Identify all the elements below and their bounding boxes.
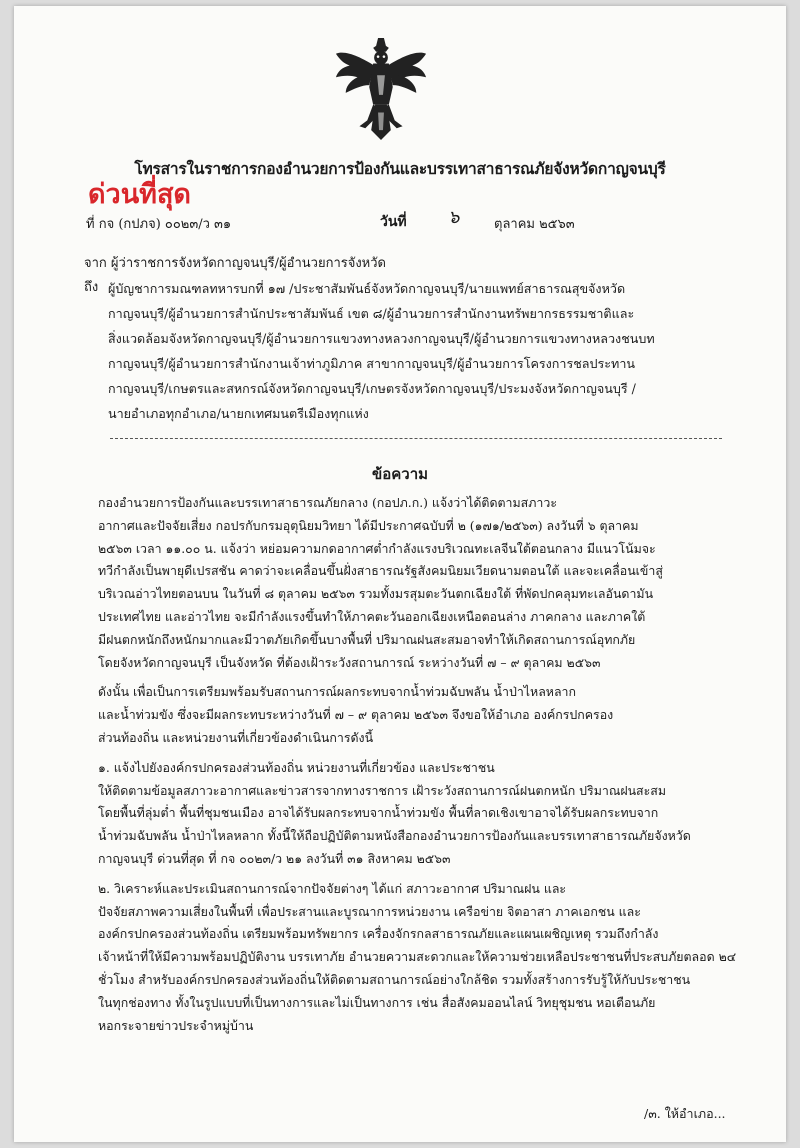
message-line: น้ำท่วมฉับพลัน น้ำป่าไหลหลาก ทั้งนี้ให้ถือปฏิบัติตามหนังสือกองอำนวยการป้องกันและบรรเทาสาธารณภัยจังหวัด <box>98 828 691 844</box>
message-line: ทวีกำลังเป็นพายุดีเปรสชัน คาดว่าจะเคลื่อนขึ้นฝั่งสาธารณรัฐสังคมนิยมเวียดนามตอนใต้ และจะเคลื่อนเข้าสู่ <box>98 563 663 579</box>
reference-number: ที่ กจ (กปภจ) ๐๐๒๓/ว ๓๑ <box>86 217 232 232</box>
message-line: ๑. แจ้งไปยังองค์กรปกครองส่วนท้องถิ่น หน่วยงานที่เกี่ยวข้อง และประชาชน <box>98 759 495 775</box>
message-line: มีฝนตกหนักถึงหนักมากและมีวาตภัยเกิดขึ้นบางพื้นที่ ปริมาณฝนสะสมอาจทำให้เกิดสถานการณ์อุทกภัย <box>98 631 636 647</box>
message-line: หอกระจายข่าวประจำหมู่บ้าน <box>98 1017 254 1033</box>
recipients-block <box>108 276 728 426</box>
message-line: และน้ำท่วมขัง ซึ่งจะมีผลกระทบระหว่างวันที่ ๗ – ๙ ตุลาคม ๒๕๖๓ จึงขอให้อำเภอ องค์กรปกครอง <box>98 707 614 723</box>
message-line: บริเวณอ่าวไทยตอนบน ในวันที่ ๘ ตุลาคม ๒๕๖๓ รวมทั้งมรสุมตะวันตกเฉียงใต้ ที่พัดปกคลุมทะเลอันดามัน <box>98 586 654 602</box>
document-title: โทรสารในราชการกองอำนวยการป้องกันและบรรเทาสาธารณภัยจังหวัดกาญจนบุรี <box>134 159 666 178</box>
recipient-line: สิ่งแวดล้อมจังหวัดกาญจนบุรี/ผู้อำนวยการแขวงทางหลวงกาญจนบุรี/ผู้อำนวยการแขวงทางหลวงชนบท <box>108 331 655 346</box>
recipient-line: นายอำเภอทุกอำเภอ/นายกเทศมนตรีเมืองทุกแห่ง <box>108 406 369 421</box>
message-line: โดยพื้นที่ลุ่มต่ำ พื้นที่ชุมชนเมือง อาจได้รับผลกระทบจากน้ำท่วมขัง พื้นที่ลาดเชิงเขาอาจได้รับผลกระทบจาก <box>98 805 659 821</box>
message-line: เจ้าหน้าที่ให้มีความพร้อมปฏิบัติงาน บรรเทาภัย อำนวยความสะดวกและให้ความช่วยเหลือประชาชนที่ประสบภัยตลอด ๒๔ <box>98 949 737 965</box>
from-line: จาก ผู้ว่าราชการจังหวัดกาญจนบุรี/ผู้อำนวยการจังหวัด <box>84 256 386 271</box>
date-label: วันที่ <box>380 214 407 230</box>
message-line: ส่วนท้องถิ่น และหน่วยงานที่เกี่ยวข้องดำเนินการดังนี้ <box>98 729 374 745</box>
paragraph-gap <box>98 674 738 681</box>
document-page <box>14 6 786 1142</box>
message-line: โดยจังหวัดกาญจนบุรี เป็นจังหวัด ที่ต้องเฝ้าระวังสถานการณ์ ระหว่างวันที่ ๗ – ๙ ตุลาคม ๒๕๖๓ <box>98 654 601 670</box>
message-line: ๒. วิเคราะห์และประเมินสถานการณ์จากปัจจัยต่างๆ ได้แก่ สภาวะอากาศ ปริมาณฝน และ <box>98 880 567 896</box>
message-line: ในทุกช่องทาง ทั้งในรูปแบบที่เป็นทางการและไม่เป็นทางการ เช่น สื่อสังคมออนไลน์ วิทยุชุมชน หอเตือนภัย <box>98 994 656 1010</box>
message-line: ชั่วโมง สำหรับองค์กรปกครองส่วนท้องถิ่นให้ติดตามสถานการณ์อย่างใกล้ชิด รวมทั้งสร้างการรับรู้ให้กับประชาชน <box>98 971 691 987</box>
urgency-label: ด่วนที่สุด <box>88 179 191 210</box>
message-line: องค์กรปกครองส่วนท้องถิ่น เตรียมพร้อมทรัพยากร เครื่องจักรกลสาธารณภัยและแผนเผชิญเหตุ รวมถึงกำลัง <box>98 926 659 942</box>
message-body <box>98 492 738 1037</box>
to-label: ถึง <box>84 280 99 295</box>
recipient-line: กาญจนบุรี/เกษตรและสหกรณ์จังหวัดกาญจนบุรี/เกษตรจังหวัดกาญจนบุรี/ประมงจังหวัดกาญจนบุรี / <box>108 381 636 396</box>
recipient-line: กาญจนบุรี/ผู้อำนวยการสำนักประชาสัมพันธ์ เขต ๘/ผู้อำนวยการสำนักงานทรัพยากรธรรมชาติและ <box>108 306 635 321</box>
message-line: อากาศและปัจจัยเสี่ยง กอปรกับกรมอุตุนิยมวิทยา ได้มีประกาศฉบับที่ ๒ (๑๗๑/๒๕๖๓) ลงวันที่ ๖ ตุลาคม <box>98 517 639 533</box>
recipient-line: ผู้บัญชาการมณฑลทหารบกที่ ๑๗ /ประชาสัมพันธ์จังหวัดกาญจนบุรี/นายแพทย์สาธารณสุขจังหวัด <box>108 281 626 296</box>
date-month-year: ตุลาคม ๒๕๖๓ <box>494 217 575 232</box>
message-line: ปัจจัยสภาพความเสี่ยงในพื้นที่ เพื่อประสานและบูรณาการหน่วยงาน เครือข่าย จิตอาสา ภาคเอกชน และ <box>98 903 641 919</box>
message-line: กองอำนวยการป้องกันและบรรเทาสาธารณภัยกลาง (กอปภ.ก.) แจ้งว่าได้ติดตามสภาวะ <box>98 495 557 510</box>
garuda-emblem-icon <box>332 36 430 142</box>
message-line: ๒๕๖๓ เวลา ๑๑.๐๐ น. แจ้งว่า หย่อมความกดอากาศต่ำกำลังแรงบริเวณทะเลจีนใต้ตอนกลาง มีแนวโน้มจะ <box>98 540 656 556</box>
message-line: กาญจนบุรี ด่วนที่สุด ที่ กจ ๐๐๒๓/ว ๒๑ ลงวันที่ ๓๑ สิงหาคม ๒๕๖๓ <box>98 850 451 866</box>
message-line: ประเทศไทย และอ่าวไทย จะมีกำลังแรงขึ้นทำให้ภาคตะวันออกเฉียงเหนือตอนล่าง ภาคกลาง และภาคใต้ <box>98 608 646 624</box>
message-heading: ข้อความ <box>371 465 429 483</box>
continuation-note: /๓. ให้อำเภอ... <box>644 1106 726 1121</box>
paragraph-gap <box>98 750 738 757</box>
message-line: ดังนั้น เพื่อเป็นการเตรียมพร้อมรับสถานการณ์ผลกระทบจากน้ำท่วมฉับพลัน น้ำป่าไหลหลาก <box>98 684 577 700</box>
date-day: ๖ <box>448 207 460 228</box>
message-line: ให้ติดตามข้อมูลสภาวะอากาศและข่าวสารจากทางราชการ เฝ้าระวังสถานการณ์ฝนตกหนัก ปริมาณฝนสะสม <box>98 782 666 798</box>
paragraph-gap <box>98 871 738 878</box>
section-divider <box>110 438 722 439</box>
recipient-line: กาญจนบุรี/ผู้อำนวยการสำนักงานเจ้าท่าภูมิภาค สาขากาญจนบุรี/ผู้อำนวยการโครงการชลประทาน <box>108 356 636 371</box>
